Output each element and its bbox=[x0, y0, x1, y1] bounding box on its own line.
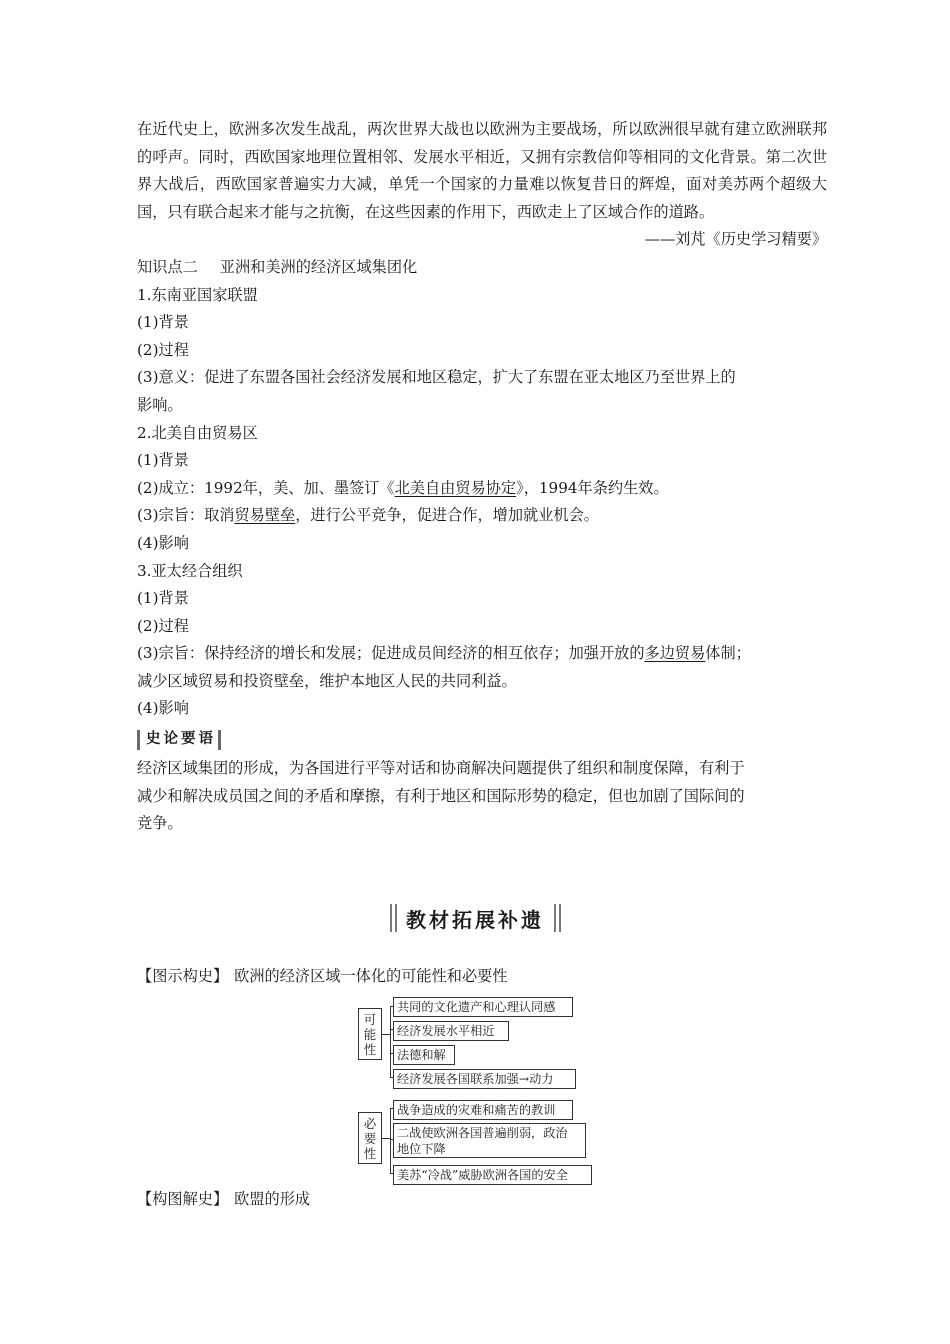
necessity-item-line2: 地位下降 bbox=[397, 1142, 446, 1156]
figure-caption2-tag: 【构图解史】 bbox=[137, 1190, 229, 1208]
necessity-item-two-line bbox=[393, 1123, 586, 1158]
necessity-box bbox=[358, 1112, 382, 1164]
apec-aim-post: 体制； bbox=[705, 644, 751, 663]
trade-barrier-underlined: 贸易壁垒 bbox=[234, 506, 296, 525]
key-points-line3: 竞争。 bbox=[137, 814, 183, 833]
nafta-founding-post: 》，1994年条约生效。 bbox=[516, 478, 669, 497]
quote-source: ——刘芃《历史学习精要》 bbox=[644, 230, 827, 249]
key-points-tag bbox=[137, 729, 221, 751]
knowledge-point-label: 知识点二 bbox=[137, 257, 198, 276]
necessity-char-3: 性 bbox=[363, 1146, 377, 1161]
banner-title: 教材拓展补遗 bbox=[406, 907, 544, 932]
section-banner bbox=[0, 903, 950, 933]
nafta-heading: 2.北美自由贸易区 bbox=[137, 423, 258, 442]
apec-process: (2)过程 bbox=[137, 616, 189, 635]
key-points-tag-row bbox=[137, 727, 827, 753]
nafta-aim bbox=[137, 502, 827, 530]
key-points-line1: 经济区域集团的形成，为各国进行平等对话和协商解决问题提供了组织和制度保障，有利于 bbox=[137, 759, 745, 778]
asean-background: (1)背景 bbox=[137, 313, 189, 332]
figure-caption-text: 欧洲的经济区域一体化的可能性和必要性 bbox=[234, 967, 508, 985]
possibility-char-1: 可 bbox=[363, 1012, 377, 1027]
concept-diagram bbox=[352, 996, 597, 1182]
necessity-char-2: 要 bbox=[363, 1131, 377, 1146]
possibility-box bbox=[358, 1008, 382, 1060]
necessity-item-line1: 二战使欧洲各国普遍削弱，政治 bbox=[397, 1126, 568, 1140]
figure-caption-tag: 【图示构史】 bbox=[137, 967, 229, 985]
figure-caption bbox=[137, 965, 508, 986]
apec-aim-cont: 减少区域贸易和投资壁垒，维护本地区人民的共同利益。 bbox=[137, 671, 517, 690]
possibility-item: 经济发展水平相近 bbox=[393, 1021, 509, 1041]
nafta-background: (1)背景 bbox=[137, 451, 189, 470]
asean-significance: (3)意义：促进了东盟各国社会经济发展和地区稳定，扩大了东盟在亚太地区乃至世界上的 bbox=[137, 368, 736, 387]
nafta-agreement-underlined: 北美自由贸易协定 bbox=[394, 478, 517, 497]
nafta-impact: (4)影响 bbox=[137, 533, 189, 552]
apec-aim bbox=[137, 640, 827, 668]
necessity-char-1: 必 bbox=[363, 1116, 377, 1131]
figure-caption-2 bbox=[137, 1188, 310, 1209]
nafta-founding bbox=[137, 475, 827, 503]
document-body bbox=[137, 116, 827, 838]
knowledge-point-heading bbox=[137, 254, 827, 282]
apec-heading: 3.亚太经合组织 bbox=[137, 561, 243, 580]
nafta-aim-post: ，进行公平竞争，促进合作，增加就业机会。 bbox=[295, 506, 599, 525]
possibility-char-3: 性 bbox=[363, 1042, 377, 1057]
nafta-aim-pre: (3)宗旨：取消 bbox=[137, 506, 235, 525]
necessity-item: 战争造成的灾难和痛苦的教训 bbox=[393, 1100, 573, 1120]
banner-box bbox=[382, 903, 568, 933]
possibility-char-2: 能 bbox=[363, 1027, 377, 1042]
nafta-founding-pre: (2)成立：1992年，美、加、墨签订《 bbox=[137, 478, 395, 497]
apec-aim-pre: (3)宗旨：保持经济的增长和发展；促进成员间经济的相互依存；加强开放的 bbox=[137, 644, 645, 663]
apec-impact: (4)影响 bbox=[137, 699, 189, 718]
possibility-item: 共同的文化遗产和心理认同感 bbox=[393, 997, 573, 1017]
key-points-line2: 减少和解决成员国之间的矛盾和摩擦，有利于地区和国际形势的稳定，但也加剧了国际间的 bbox=[137, 786, 745, 805]
apec-background: (1)背景 bbox=[137, 589, 189, 608]
figure-caption2-text: 欧盟的形成 bbox=[234, 1190, 311, 1208]
asean-process: (2)过程 bbox=[137, 340, 189, 359]
possibility-item: 法德和解 bbox=[393, 1045, 455, 1065]
multilateral-trade-underlined: 多边贸易 bbox=[644, 644, 706, 663]
asean-significance-cont: 影响。 bbox=[137, 395, 183, 414]
asean-heading: 1.东南亚国家联盟 bbox=[137, 285, 258, 304]
necessity-item: 美苏“冷战”威胁欧洲各国的安全 bbox=[393, 1165, 592, 1185]
possibility-item: 经济发展各国联系加强→动力 bbox=[393, 1069, 576, 1089]
key-points-tag-text: 史论要语 bbox=[146, 731, 216, 748]
knowledge-point-title: 亚洲和美洲的经济区域集团化 bbox=[219, 257, 418, 276]
intro-paragraph: 在近代史上，欧洲多次发生战乱，两次世界大战也以欧洲为主要战场，所以欧洲很早就有建立欧洲联邦的呼声。同时，西欧国家地理位置相邻、发展水平相近，又拥有宗教信仰等相同的文化背景。第二次世界大战后，西欧国家普遍实力大减，单凭一个国家的力量难以恢复昔日的辉煌，面对美苏两个超级大国，只有联合起来才能与之抗衡，在这些因素的作用下，西欧走上了区域合作的道路。 bbox=[137, 120, 827, 221]
